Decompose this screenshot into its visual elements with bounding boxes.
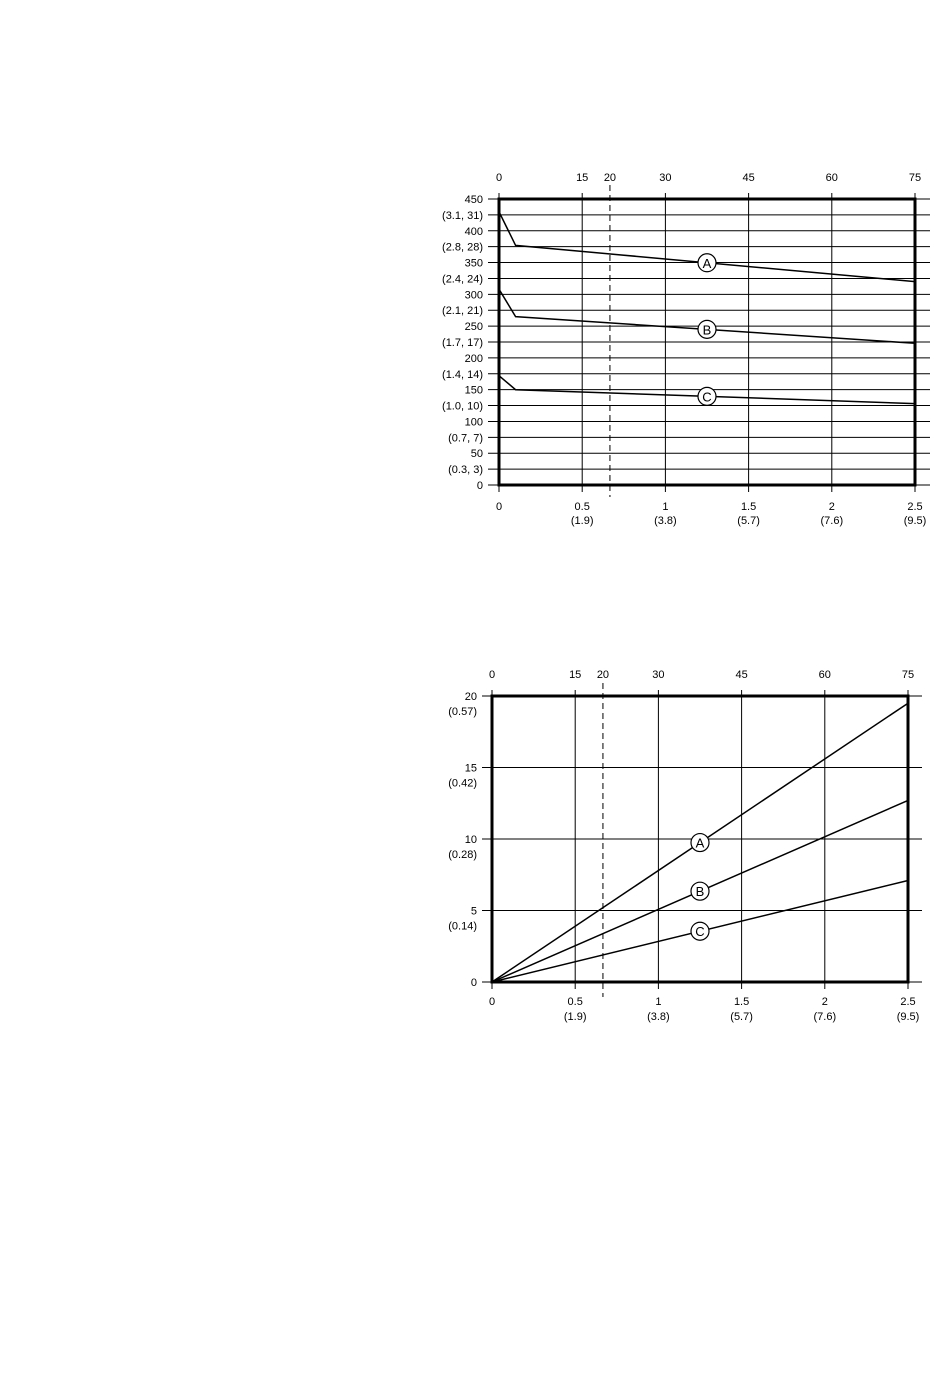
top-axis-tick-label: 45 [735,669,748,681]
x-tick-secondary-label: (3.8) [654,515,677,527]
top-axis-tick-label: 30 [652,669,665,681]
x-tick-label: 1 [662,501,669,513]
y-tick-label: 150 [464,384,483,397]
y-tick-secondary-label: (0.28) [448,849,477,861]
y-tick-label: 100 [464,416,483,429]
top-axis-tick-label: 45 [742,172,755,184]
top-axis-tick-label: 30 [659,172,672,184]
x-tick-secondary-label: (3.8) [647,1011,670,1023]
y-tick-label: 15 [464,762,477,775]
y-tick-label: 10 [464,834,477,846]
x-tick-label: 1.5 [740,501,757,513]
series-marker-label: C [695,924,705,940]
x-tick-label: 2.5 [900,996,916,1008]
y-tick-label: (2.8, 28) [442,241,483,254]
top-axis-tick-label: 20 [603,172,617,184]
y-tick-label: 400 [464,225,483,238]
x-tick-label: 1 [655,996,662,1008]
y-tick-label: 0 [476,480,483,492]
series-marker-label: C [702,389,712,405]
chart-2-flow-rate [448,669,922,1023]
y-tick-label: (1.7, 17) [442,337,483,349]
y-tick-label: 0 [470,977,477,989]
y-tick-label: 5 [470,905,477,918]
y-tick-label: (2.1, 21) [442,305,483,318]
top-axis-tick-label: 0 [488,669,496,681]
top-axis-tick-label: 75 [901,669,915,681]
series-marker-label: A [702,255,712,271]
y-tick-label: 250 [464,321,483,334]
y-tick-label: 20 [464,691,477,703]
series-marker-label: B [695,884,705,900]
x-tick-label: 0.5 [574,501,590,513]
y-tick-label: 350 [464,257,483,270]
x-tick-secondary-label: (7.6) [820,515,844,527]
x-tick-label: 1.5 [733,996,750,1008]
y-tick-label: 450 [464,194,483,206]
x-tick-label: 2.5 [907,501,923,513]
y-tick-secondary-label: (0.42) [448,777,477,790]
x-tick-secondary-label: (9.5) [903,515,927,527]
top-axis-tick-label: 15 [576,172,589,184]
y-tick-label: (0.3, 3) [448,464,483,477]
series-marker-label: B [702,322,712,338]
top-axis-tick-label: 60 [818,669,831,681]
x-tick-secondary-label: (5.7) [730,1011,753,1023]
top-axis-tick-label: 20 [596,669,610,681]
y-tick-secondary-label: (0.57) [448,706,477,718]
y-tick-label: (0.7, 7) [448,432,483,445]
x-tick-secondary-label: (7.6) [813,1011,837,1023]
y-tick-label: (1.4, 14) [442,368,483,381]
top-axis-tick-label: 60 [825,172,838,184]
chart-1-pressure-drop [442,172,930,527]
x-tick-label: 0 [488,996,496,1008]
x-tick-label: 2 [821,996,828,1008]
top-axis-tick-label: 15 [569,669,582,681]
top-axis-tick-label: 0 [495,172,503,184]
y-tick-label: (3.1, 31) [442,209,483,222]
x-tick-secondary-label: (9.5) [896,1011,920,1023]
y-tick-label: 50 [470,448,483,461]
x-tick-secondary-label: (5.7) [737,515,760,527]
x-tick-secondary-label: (1.9) [563,1011,587,1023]
y-tick-label: 300 [464,289,483,302]
x-tick-label: 2 [828,501,835,513]
series-marker-label: A [695,835,705,851]
x-tick-label: 0 [495,501,503,513]
y-tick-secondary-label: (0.14) [448,920,477,933]
y-tick-label: 200 [464,352,483,365]
y-tick-label: (2.4, 24) [442,273,483,286]
y-tick-label: (1.0, 10) [442,400,483,413]
x-tick-label: 0.5 [567,996,583,1008]
x-tick-secondary-label: (1.9) [570,515,594,527]
top-axis-tick-label: 75 [908,172,922,184]
